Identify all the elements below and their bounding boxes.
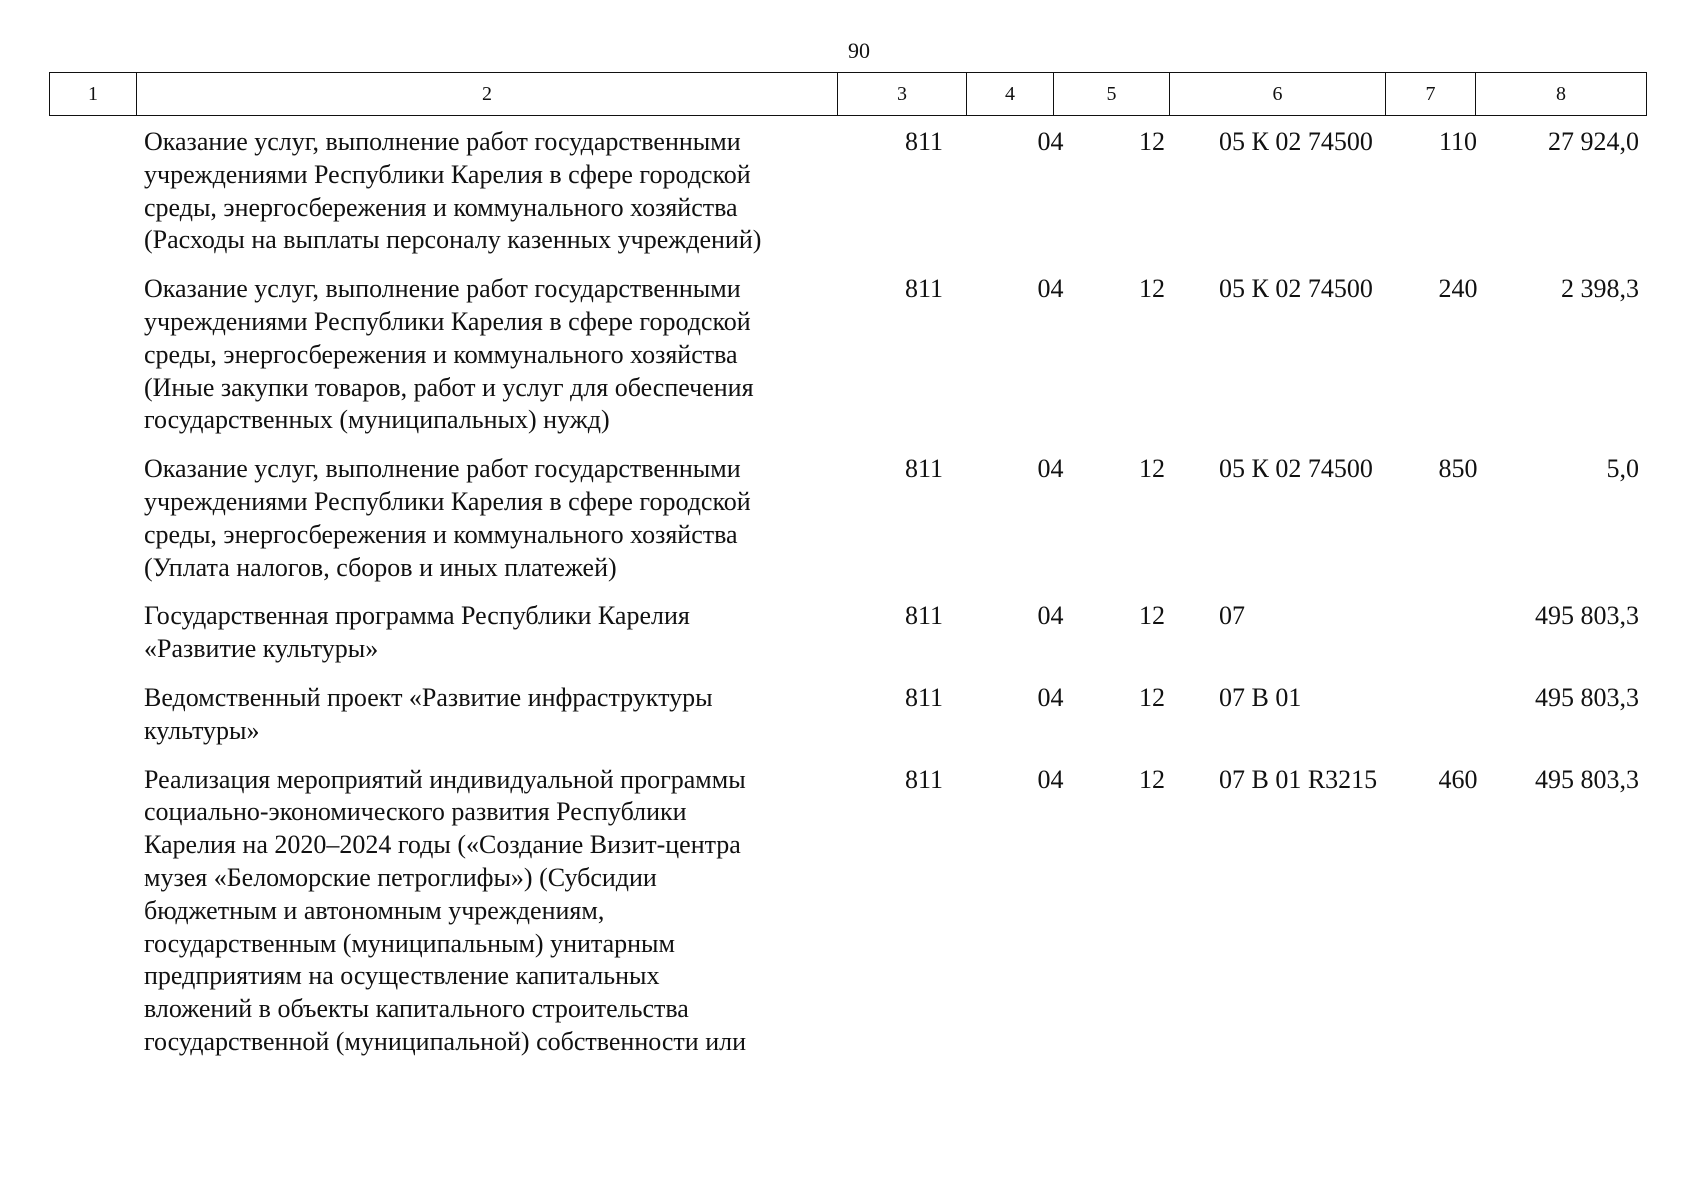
row-description: [49, 764, 844, 1059]
table-row: [49, 126, 1647, 257]
description-line: (Уплата налогов, сборов и иных платежей): [144, 552, 617, 582]
header-col-7: 7: [1386, 73, 1476, 115]
header-col-6: 6: [1170, 73, 1386, 115]
description-line: среды, энергосбережения и коммунального хозяйства: [144, 192, 738, 222]
header-col-3: 3: [838, 73, 967, 115]
target-article-code: 07 В 01: [1219, 682, 1302, 712]
amount: 495 803,3: [1535, 682, 1639, 712]
expense-type-code: 240: [1438, 274, 1478, 304]
description-line: государственных (муниципальных) нужд): [144, 405, 610, 435]
description-line: среды, энергосбережения и коммунального хозяйства: [144, 339, 738, 369]
description-line: Оказание услуг, выполнение работ государственными: [144, 127, 741, 156]
row-description: [49, 453, 844, 584]
section-code: 04: [1037, 682, 1064, 712]
expense-type-code: 110: [1438, 127, 1478, 156]
description-line: Оказание услуг, выполнение работ государственными: [144, 454, 741, 484]
target-article-code: 07: [1219, 601, 1245, 631]
section-code: 04: [1037, 274, 1064, 304]
expense-type-code: 460: [1438, 764, 1478, 794]
description-line: Оказание услуг, выполнение работ государственными: [144, 274, 741, 304]
ministry-code: 811: [904, 127, 944, 156]
description-line: «Развитие культуры»: [144, 634, 379, 664]
page-number: 90: [848, 38, 870, 63]
target-article-code: 05 К 02 74500: [1219, 274, 1373, 304]
subsection-code: 12: [1139, 764, 1165, 794]
expense-type-code: 850: [1438, 454, 1478, 484]
amount: 2 398,3: [1561, 274, 1639, 304]
table-row: [49, 600, 1647, 666]
row-description: [49, 126, 844, 257]
description-line: Государственная программа Республики Карелия: [144, 601, 690, 631]
subsection-code: 12: [1139, 682, 1165, 712]
subsection-code: 12: [1139, 274, 1165, 304]
description-line: бюджетным и автономным учреждениям,: [144, 895, 605, 925]
ministry-code: 811: [904, 682, 944, 712]
row-description: [49, 273, 844, 437]
target-article-code: 07 В 01 R3215: [1219, 764, 1378, 794]
ministry-code: 811: [904, 274, 944, 304]
row-description: [49, 600, 844, 666]
description-line: культуры»: [144, 715, 260, 745]
description-line: вложений в объекты капитального строительства: [144, 994, 689, 1024]
description-line: учреждениями Республики Карелия в сфере городской: [144, 159, 751, 189]
section-code: 04: [1037, 454, 1064, 484]
subsection-code: 12: [1139, 601, 1165, 631]
section-code: 04: [1037, 764, 1064, 794]
header-col-8: 8: [1556, 82, 1566, 105]
description-line: учреждениями Республики Карелия в сфере городской: [144, 306, 751, 336]
description-line: музея «Беломорские петроглифы») (Субсидии: [144, 862, 657, 892]
header-col-4: 4: [967, 73, 1054, 115]
description-line: предприятиям на осуществление капитальных: [144, 961, 660, 991]
description-line: Ведомственный проект «Развитие инфраструктуры: [144, 682, 713, 712]
subsection-code: 12: [1139, 454, 1165, 484]
ministry-code: 811: [904, 601, 944, 631]
header-col-5: 5: [1054, 73, 1170, 115]
row-description: [49, 682, 844, 748]
header-col-1: 1: [50, 73, 137, 115]
description-line: среды, энергосбережения и коммунального хозяйства: [144, 519, 738, 549]
description-line: Карелия на 2020–2024 годы («Создание Визит-центра: [144, 830, 741, 860]
ministry-code: 811: [904, 764, 944, 794]
subsection-code: 12: [1139, 127, 1165, 156]
table-row: [49, 764, 1647, 1059]
description-line: государственной (муниципальной) собственности или: [144, 1026, 746, 1056]
description-line: Реализация мероприятий индивидуальной программы: [144, 764, 746, 794]
expense-type-code: [1413, 682, 1503, 748]
table-row: [49, 682, 1647, 748]
expense-type-code: [1413, 600, 1503, 666]
table-row: [49, 453, 1647, 584]
description-line: учреждениями Республики Карелия в сфере городской: [144, 486, 751, 516]
amount: 27 924,0: [1548, 127, 1639, 156]
section-code: 04: [1037, 127, 1064, 156]
table-header: [49, 72, 1647, 116]
amount: 5,0: [1606, 454, 1639, 484]
target-article-code: 05 К 02 74500: [1219, 454, 1373, 484]
header-col-2: 2: [137, 73, 838, 115]
description-line: (Иные закупки товаров, работ и услуг для обеспечения: [144, 372, 754, 402]
amount: 495 803,3: [1535, 601, 1639, 631]
description-line: социально-экономического развития Республики: [144, 797, 687, 827]
table-body: [49, 126, 1647, 1059]
ministry-code: 811: [904, 454, 944, 484]
section-code: 04: [1037, 601, 1064, 631]
description-line: (Расходы на выплаты персоналу казенных учреждений): [144, 225, 762, 255]
description-line: государственным (муниципальным) унитарным: [144, 928, 675, 958]
amount: 495 803,3: [1535, 764, 1639, 794]
target-article-code: 05 К 02 74500: [1219, 127, 1373, 156]
table-row: [49, 273, 1647, 437]
